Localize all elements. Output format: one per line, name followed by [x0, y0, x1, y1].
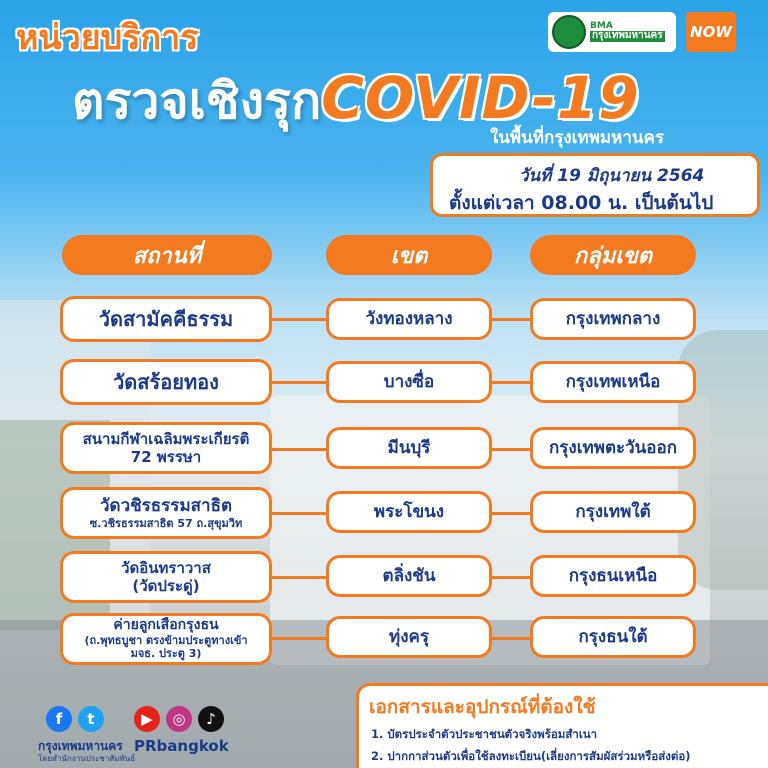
- table-row-district: [326, 491, 492, 533]
- date-line1: วันที่ 19 มิถุนายน 2564: [519, 166, 705, 186]
- table-row-zone: [530, 298, 696, 340]
- bma-social-sublabel: โดยสำนักงานประชาสัมพันธ์: [38, 754, 136, 763]
- place-name: ค่ายลูกเสือกรุงธน: [113, 617, 219, 634]
- title-covid: COVID-19: [321, 64, 640, 132]
- date-line2: ตั้งแต่เวลา 08.00 น. เป็นต้นไป: [449, 192, 714, 214]
- table-row-district: [326, 298, 492, 340]
- documents-item: 2. ปากกาส่วนตัวเพื่อใช้ลงทะเบียน(เลี่ยงการสัมผัสร่วมหรือส่งต่อ): [371, 749, 691, 763]
- place-name: สนามกีฬาเฉลิมพระเกียรติ: [82, 430, 250, 448]
- table-row-zone: [530, 616, 696, 658]
- date-box: [430, 153, 760, 217]
- title-main: ตรวจเชิงรุก: [72, 72, 322, 130]
- column-header-district: เขต: [326, 235, 492, 275]
- connector: [272, 318, 326, 321]
- place-subtext: 72 พรรษา: [130, 448, 202, 466]
- title-subtitle: ในพื้นที่กรุงเทพมหานคร: [490, 128, 664, 148]
- connector: [272, 512, 326, 515]
- zone-name: กรุงธนเหนือ: [568, 565, 658, 586]
- table-row-place: [60, 487, 272, 539]
- instagram-icon[interactable]: ◎: [166, 706, 192, 732]
- bma-logo-main: กรุงเทพมหานคร: [592, 30, 663, 42]
- connector: [492, 448, 530, 451]
- connector: [492, 512, 530, 515]
- place-name: วัดวชิรธรรมสาธิต: [100, 496, 232, 517]
- title-line1: หน่วยบริการ: [16, 18, 199, 58]
- column-header-zone: กลุ่มเขต: [530, 235, 696, 275]
- table-row-zone: [530, 491, 696, 533]
- place-name: วัดสามัคคีธรรม: [98, 307, 234, 331]
- youtube-icon[interactable]: ▶: [134, 706, 160, 732]
- required-documents-box: [356, 683, 768, 768]
- district-name: มีนบุรี: [387, 437, 431, 458]
- place-name: วัดสร้อยทอง: [113, 370, 219, 394]
- table-row-zone: [530, 427, 696, 469]
- now-logo: NOW: [686, 12, 736, 52]
- facebook-icon[interactable]: f: [46, 706, 72, 732]
- table-row-district: [326, 555, 492, 597]
- connector: [272, 381, 326, 384]
- district-name: วังทองหลาง: [365, 308, 453, 329]
- documents-title: เอกสารและอุปกรณ์ที่ต้องใช้: [369, 696, 596, 718]
- bma-logo: [548, 12, 676, 52]
- table-row-district: [326, 361, 492, 403]
- column-header-place: สถานที่: [62, 235, 272, 275]
- place-name: วัดอินทราวาส: [121, 559, 211, 577]
- connector: [272, 637, 326, 640]
- pr-social-label: PRbangkok: [134, 737, 229, 755]
- tiktok-icon[interactable]: ♪: [198, 706, 224, 732]
- district-name: พระโขนง: [373, 501, 445, 522]
- connector: [492, 637, 530, 640]
- table-row-district: [326, 427, 492, 469]
- table-row-place: [60, 359, 272, 405]
- district-name: ทุ่งครุ: [388, 626, 429, 647]
- bma-logo-top: BMA: [590, 21, 613, 32]
- table-row-place: [60, 422, 272, 474]
- documents-item: 1. บัตรประจำตัวประชาชนตัวจริงพร้อมสำเนา: [371, 727, 598, 741]
- twitter-icon[interactable]: t: [78, 706, 104, 732]
- place-subtext: ซ.วชิรธรรมสาธิต 57 ถ.สุขุมวิท: [89, 516, 243, 530]
- connector: [492, 576, 530, 579]
- zone-name: กรุงเทพตะวันออก: [549, 437, 677, 458]
- connector: [492, 381, 530, 384]
- table-row-place: [60, 296, 272, 342]
- table-row-zone: [530, 555, 696, 597]
- connector: [272, 448, 326, 451]
- connector: [492, 318, 530, 321]
- social-bma: [46, 706, 104, 732]
- district-name: ตลิ่งชัน: [382, 565, 436, 586]
- table-row-place: [60, 551, 272, 603]
- table-row-place: [60, 613, 272, 665]
- social-pr: [134, 706, 224, 732]
- place-subtext: (วัดประดู่): [132, 577, 200, 595]
- bma-seal-icon: [552, 15, 586, 49]
- table-row-zone: [530, 361, 696, 403]
- connector: [272, 576, 326, 579]
- district-name: บางซื่อ: [383, 371, 435, 392]
- place-subtext: (ถ.พุทธบูชา ตรงข้ามประตูทางเข้า มจธ. ประตู 3): [84, 634, 248, 661]
- table-row-district: [326, 616, 492, 658]
- bma-social-label: กรุงเทพมหานคร: [38, 739, 123, 753]
- zone-name: กรุงเทพใต้: [575, 501, 651, 522]
- zone-name: กรุงเทพกลาง: [565, 308, 661, 329]
- zone-name: กรุงธนใต้: [578, 626, 648, 647]
- zone-name: กรุงเทพเหนือ: [565, 371, 661, 392]
